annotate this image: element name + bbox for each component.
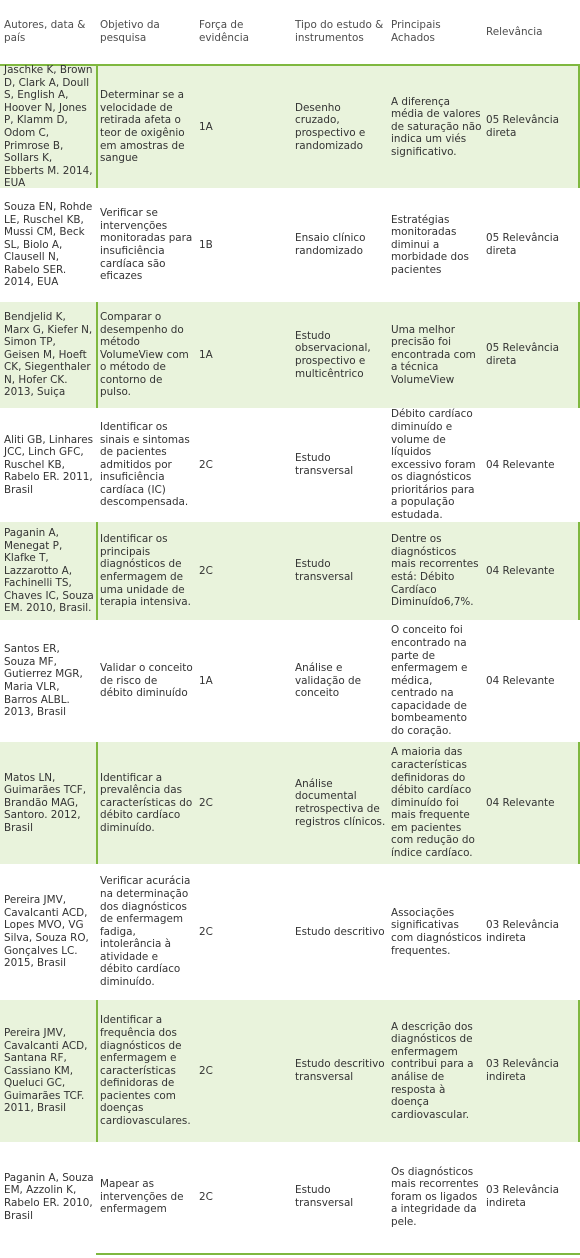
table-row: [0, 408, 580, 522]
cell-forca: 2C: [199, 1190, 213, 1203]
table-row: [0, 1142, 580, 1252]
cell-achados: A diferença média de valores de saturação não indica um viés significativo.: [391, 95, 482, 158]
cell-objetivo: Identificar os sinais e sintomas de pacientes admitidos por insuficiência cardíaca (IC) descompensada.: [100, 420, 190, 509]
header-tipo: Tipo do estudo & instrumentos: [295, 19, 384, 44]
cell-tipo: Estudo descritivo transversal: [295, 1058, 385, 1083]
table-row: [0, 742, 580, 864]
table-row: [0, 522, 580, 620]
cell-forca: 2C: [199, 564, 213, 577]
cell-relevancia: 03 Relevância indireta: [486, 919, 560, 944]
cell-autores: Pereira JMV, Cavalcanti ACD, Santana RF, Cassiano KM, Queluci GC, Guimarães TCF. 2011, Brasil: [4, 1026, 88, 1115]
header-achados: Principais Achados: [391, 19, 441, 44]
table-header: [0, 0, 580, 66]
header-forca: Força de evidência: [199, 19, 249, 44]
cell-objetivo: Determinar se a velocidade de retirada afeta o teor de oxigênio em amostras de sangue: [100, 89, 185, 165]
cell-forca: 1B: [199, 238, 213, 251]
cell-forca: 1A: [199, 120, 213, 133]
cell-tipo: Estudo observacional, prospectivo e multicêntrico: [295, 329, 371, 380]
cell-objetivo: Identificar os principais diagnósticos de enfermagem de uma unidade de terapia intensiva.: [100, 533, 191, 609]
cell-tipo: Análise documental retrospectiva de registros clínicos.: [295, 777, 386, 828]
cell-relevancia: 04 Relevante: [486, 564, 555, 577]
cell-objetivo: Identificar a prevalência das características do débito cardíaco diminuído.: [100, 771, 193, 834]
cell-relevancia: 04 Relevante: [486, 796, 555, 809]
cell-forca: 2C: [199, 1064, 213, 1077]
table-row: [0, 864, 580, 1000]
cell-achados: Débito cardíaco diminuído e volume de líquidos excessivo foram os diagnósticos prioritários para a população estudada.: [391, 408, 476, 522]
cell-achados: Estratégias monitoradas diminui a morbidade dos pacientes: [391, 213, 469, 276]
table-row: [0, 302, 580, 408]
header-relevancia: Relevância: [486, 26, 543, 38]
cell-tipo: Ensaio clínico randomizado: [295, 232, 366, 257]
cell-relevancia: 04 Relevante: [486, 458, 555, 471]
header-objetivo: Objetivo da pesquisa: [100, 19, 160, 44]
cell-achados: Uma melhor precisão foi encontrada com a técnica VolumeView: [391, 323, 476, 386]
header-autores: Autores, data & país: [4, 19, 86, 44]
cell-autores: Bendjelid K, Marx G, Kiefer N, Simon TP, Geisen M, Hoeft CK, Siegenthaler N, Hofer CK. 2013, Suiça: [4, 310, 93, 399]
cell-forca: 2C: [199, 796, 213, 809]
cell-tipo: Estudo descritivo: [295, 925, 385, 938]
table-row: [0, 66, 580, 188]
cell-relevancia: 05 Relevância direta: [486, 232, 560, 257]
cell-autores: Pereira JMV, Cavalcanti ACD, Lopes MVO, VG Silva, Souza RO, Gonçalves LC. 2015, Brasil: [4, 894, 89, 970]
cell-forca: 2C: [199, 925, 213, 938]
cell-achados: Os diagnósticos mais recorrentes foram os ligados a integridade da pele.: [391, 1165, 479, 1228]
table-row: [0, 1000, 580, 1142]
table-row: [0, 620, 580, 742]
cell-objetivo: Comparar o desempenho do método VolumeView com o método de contorno de pulso.: [100, 310, 189, 399]
cell-tipo: Análise e validação de conceito: [295, 662, 361, 700]
cell-autores: Paganin A, Menegat P, Klafke T, Lazzarotto A, Fachinelli TS, Chaves IC, Souza EM. 2010, Brasil.: [4, 526, 94, 615]
cell-achados: O conceito foi encontrado na parte de enfermagem e médica, centrado na capacidade de bombeamento do coração.: [391, 624, 468, 738]
cell-relevancia: 04 Relevante: [486, 674, 555, 687]
table-bottom-border: [96, 1253, 580, 1255]
cell-forca: 1A: [199, 674, 213, 687]
cell-autores: Jaschke K, Brown D, Clark A, Doull S, English A, Hoover N, Jones P, Klamm D, Odom C, Primrose B, Sollars K, Ebberts M. 2014, EUA: [4, 64, 93, 190]
cell-tipo: Estudo transversal: [295, 452, 354, 477]
cell-achados: Dentre os diagnósticos mais recorrentes está: Débito Cardíaco Diminuído6,7%.: [391, 533, 479, 609]
cell-objetivo: Identificar a frequência dos diagnósticos de enfermagem e características definidoras de pacientes com doenças cardiovasculares.: [100, 1014, 191, 1128]
cell-autores: Matos LN, Guimarães TCF, Brandão MAG, Santoro. 2012, Brasil: [4, 771, 87, 834]
cell-autores: Santos ER, Souza MF, Gutierrez MGR, Maria VLR, Barros ALBL. 2013, Brasil: [4, 643, 83, 719]
cell-relevancia: 03 Relevância indireta: [486, 1058, 560, 1083]
cell-objetivo: Mapear as intervenções de enfermagem: [100, 1178, 184, 1216]
cell-relevancia: 05 Relevância direta: [486, 342, 560, 367]
cell-objetivo: Verificar acurácia na determinação dos diagnósticos de enfermagem fadiga, intolerância à atividade e débito cardíaco diminuído.: [100, 875, 191, 989]
cell-tipo: Estudo transversal: [295, 558, 354, 583]
cell-relevancia: 03 Relevância indireta: [486, 1184, 560, 1209]
cell-achados: A descrição dos diagnósticos de enfermagem contribui para a análise de resposta à doença cardiovascular.: [391, 1020, 474, 1121]
cell-objetivo: Validar o conceito de risco de débito diminuído: [100, 662, 193, 700]
cell-achados: Associações significativas com diagnósticos frequentes.: [391, 906, 482, 957]
cell-achados: A maioria das características definidoras do débito cardíaco diminuído foi mais frequente em pacientes com redução do índice cardíaco.: [391, 746, 475, 860]
cell-relevancia: 05 Relevância direta: [486, 114, 560, 139]
cell-forca: 2C: [199, 458, 213, 471]
cell-forca: 1A: [199, 348, 213, 361]
cell-tipo: Desenho cruzado, prospectivo e randomizado: [295, 101, 366, 152]
cell-objetivo: Verificar se intervenções monitoradas para insuficiência cardíaca são eficazes: [100, 207, 193, 283]
cell-autores: Souza EN, Rohde LE, Ruschel KB, Mussi CM, Beck SL, Biolo A, Clausell N, Rabelo SER. 2014, EUA: [4, 200, 93, 289]
cell-autores: Paganin A, Souza EM, Azzolin K, Rabelo ER. 2010, Brasil: [4, 1171, 94, 1222]
cell-tipo: Estudo transversal: [295, 1184, 354, 1209]
cell-autores: Aliti GB, Linhares JCC, Linch GFC, Ruschel KB, Rabelo ER. 2011, Brasil: [4, 433, 93, 496]
table-row: [0, 188, 580, 302]
